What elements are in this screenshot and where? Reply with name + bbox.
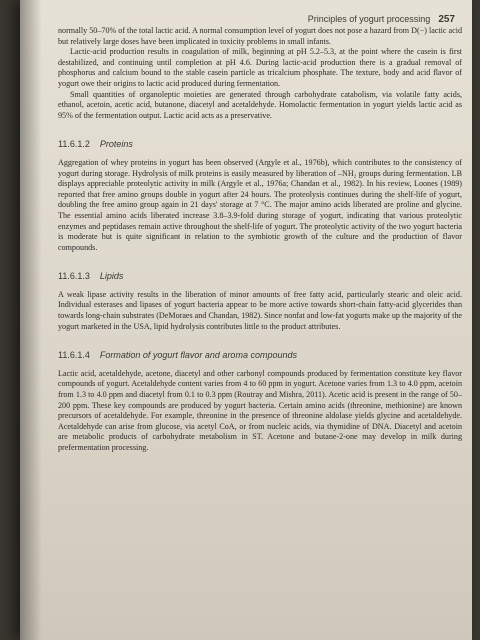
page-content bbox=[58, 26, 462, 454]
section-heading-proteins bbox=[58, 139, 462, 150]
section-body-proteins: Aggregation of whey proteins in yogurt has been observed (Argyle et al., 1976b), which contributes to the consistency of yogurt during storage. Hydrolysis of milk proteins is easily measured by liberation of –NH₂ groups during fermentation. LB displays appreciable proteolytic activity in milk (Argyle et al., 1976a; Chandan et al., 1982). In his review, Loones (1989) reported that free amino groups double in yogurt after 24 hours. The proteolysis continues during the shelf-life of yogurt, doubling the free amino group again in 21 days' storage at 7 °C. The major amino acids liberated are proline and glycine. The essential amino acids liberated increase 3.8–3.9-fold during storage of yogurt, indicating that various proteolytic enzymes and peptidases remain active throughout the shelf-life of yogurt. The proteolytic activity of the two yogurt bacteria is moderate but is quite significant in relation to the symbiotic growth of the culture and the production of flavor compounds. bbox=[58, 157, 462, 252]
page-number: 257 bbox=[438, 14, 455, 25]
section-title: Proteins bbox=[99, 139, 133, 150]
section-body-flavor: Lactic acid, acetaldehyde, acetone, diacetyl and other carbonyl compounds produced by fermentation constitute key flavor compounds of yogurt. Acetaldehyde content varies from 4 to 60 ppm in yogurt. Acetone varies from 1.3 to 4.0 ppm, acetoin from 1.3 to 4.0 ppm and diacetyl from 0.1 to 0.3 ppm (Routray and Mishra, 2011). Acetic acid is present in the range of 50–200 ppm. These key compounds are produced by yogurt bacteria. Certain amino acids (threonine, methionine) are known precursors of acetaldehyde. For example, threonine in the presence of threonine aldolase yields glycine and acetaldehyde. Acetaldehyde can arise from glucose, via acetyl CoA, or from nucleic acids, via thymidine of DNA. Diacetyl and acetoin are metabolic products of carbohydrate metabolism in ST. Acetone and butane-2-one may develop in milk during prefermentation processing. bbox=[58, 368, 462, 452]
section-heading-lipids bbox=[58, 271, 462, 282]
section-number: 11.6.1.2 bbox=[58, 139, 90, 150]
running-header bbox=[270, 14, 455, 25]
section-title: Formation of yogurt flavor and aroma compounds bbox=[99, 350, 297, 361]
section-body-lipids: A weak lipase activity results in the liberation of minor amounts of free fatty acid, particularly stearic and oleic acid. Individual esterases and lipases of yogurt bacteria appear to be more active towards short-chain fatty-acid glycerides than towards long-chain substrates (DeMoraes and Chandan, 1982). Since nonfat and low-fat yogurts make up the majority of the yogurt marketed in the USA, lipid hydrolysis contributes little to the product attributes. bbox=[58, 289, 462, 331]
intro-paragraph-2: Lactic-acid production results in coagulation of milk, beginning at pH 5.2–5.3, at the point where the casein is first destabilized, and continuing until completion at pH 4.6. During lactic-acid production there is a gradual removal of phosphorus and calcium bound to the stable casein particle as tricalcium phosphate. The texture, body and acid flavor of yogurt owe their origins to lactic acid produced during fermentation. bbox=[58, 47, 462, 88]
section-number: 11.6.1.3 bbox=[58, 271, 90, 282]
running-title: Principles of yogurt processing bbox=[307, 14, 431, 24]
section-title: Lipids bbox=[99, 271, 124, 282]
section-heading-flavor bbox=[58, 350, 462, 361]
intro-paragraph-3: Small quantities of organoleptic moieties are generated through carbohydrate catabolism, via volatile fatty acids, ethanol, acetoin, acetic acid, butanone, diacetyl and acetaldehyde. Homolactic fermentation in yogurt yields lactic acid as 95% of the fermentation output. Lactic acid acts as a preservative. bbox=[58, 89, 462, 120]
page-gutter-shadow bbox=[20, 0, 42, 640]
intro-paragraph-1: normally 50–70% of the total lactic acid. A normal consumption level of yogurt does not pose a hazard from D(−) lactic acid but relatively large doses have been implicated in toxicity problems in small infants. bbox=[58, 26, 462, 46]
section-number: 11.6.1.4 bbox=[58, 350, 90, 361]
book-page bbox=[20, 0, 472, 640]
